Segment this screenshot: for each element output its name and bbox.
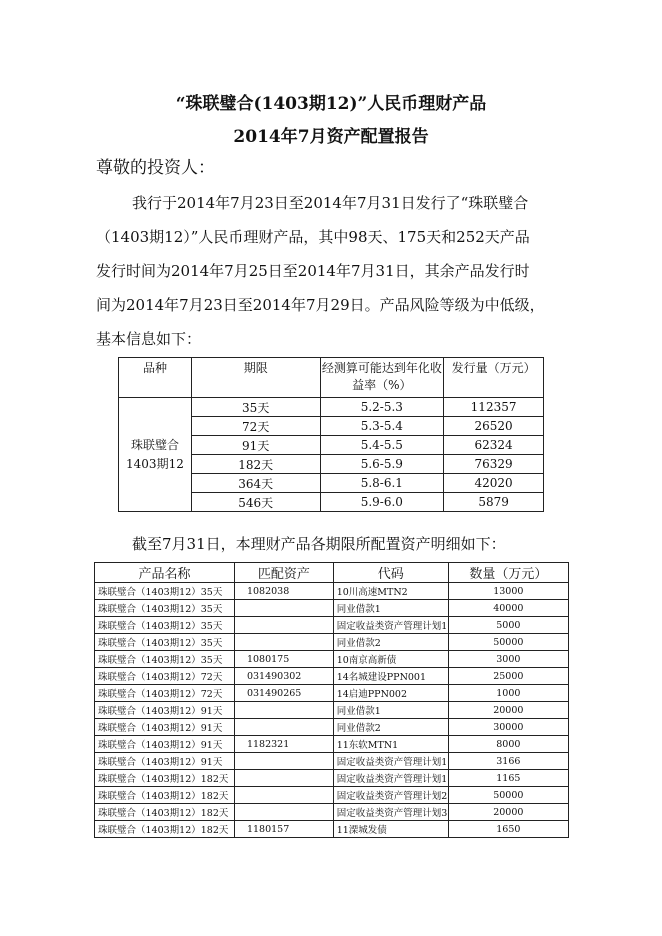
intro-line: 我行于2014年7月23日至2014年7月31日发行了“珠联璧合 [132,194,529,212]
amount-cell: 25000 [448,668,568,685]
code-cell: 固定收益类资产管理计划2 [333,787,448,804]
yield-cell: 5.6-5.9 [320,455,444,474]
product-name-cell: 珠联璧合（1403期12）35天 [95,583,235,600]
term-cell: 364天 [191,474,320,493]
code-cell: 同业借款2 [333,719,448,736]
table-row [95,804,569,821]
matched-asset-cell: 1182321 [234,736,333,753]
code-cell: 14启迪PPN002 [333,685,448,702]
intro-line: （1403期12）”人民币理财产品，其中98天、175天和252天产品 [96,228,530,246]
table-row [95,600,569,617]
amount-cell: 3000 [448,651,568,668]
header-amount: 数量（万元） [448,563,568,583]
matched-asset-cell [234,617,333,634]
amount-cell: 50000 [448,634,568,651]
matched-asset-cell [234,702,333,719]
table-row [95,719,569,736]
product-name-cell: 珠联璧合（1403期12）91天 [95,736,235,753]
header-matched-asset: 匹配资产 [234,563,333,583]
amount-cell: 30000 [448,719,568,736]
yield-cell: 5.4-5.5 [320,436,444,455]
header-product-name: 产品名称 [95,563,235,583]
yield-cell: 5.8-6.1 [320,474,444,493]
amount-cell: 50000 [448,787,568,804]
table-row [95,583,569,600]
code-cell: 11东软MTN1 [333,736,448,753]
code-cell: 10南京高新债 [333,651,448,668]
table-row [95,787,569,804]
header-variety: 品种 [119,358,192,398]
amount-cell: 1650 [448,821,568,838]
volume-cell: 26520 [444,417,544,436]
amount-cell: 1000 [448,685,568,702]
intro-line: 基本信息如下： [96,330,202,348]
table-row [95,651,569,668]
asset-intro: 截至7月31日，本理财产品各期限所配置资产明细如下： [132,535,506,553]
matched-asset-cell: 1180157 [234,821,333,838]
volume-cell: 62324 [444,436,544,455]
volume-cell: 5879 [444,493,544,512]
table-row [95,634,569,651]
code-cell: 固定收益类资产管理计划1 [333,753,448,770]
matched-asset-cell [234,770,333,787]
code-cell: 同业借款2 [333,634,448,651]
product-name-cell: 珠联璧合（1403期12）35天 [95,617,235,634]
asset-allocation-table [94,562,569,838]
header-yield: 经测算可能达到年化收益率（%） [320,358,444,398]
product-name-cell: 珠联璧合（1403期12）35天 [95,600,235,617]
volume-cell: 112357 [444,398,544,417]
product-name-cell: 珠联璧合（1403期12）91天 [95,719,235,736]
table-row [95,685,569,702]
product-name-cell: 珠联璧合1403期12 [119,398,192,512]
product-name-cell: 珠联璧合（1403期12）182天 [95,787,235,804]
yield-cell: 5.9-6.0 [320,493,444,512]
matched-asset-cell: 031490265 [234,685,333,702]
matched-asset-cell: 031490302 [234,668,333,685]
amount-cell: 5000 [448,617,568,634]
yield-cell: 5.2-5.3 [320,398,444,417]
table-row [95,617,569,634]
matched-asset-cell [234,719,333,736]
term-cell: 546天 [191,493,320,512]
code-cell: 同业借款1 [333,600,448,617]
code-cell: 14名城建设PPN001 [333,668,448,685]
matched-asset-cell [234,787,333,804]
product-name-cell: 珠联璧合（1403期12）182天 [95,770,235,787]
product-name-cell: 珠联璧合（1403期12）182天 [95,821,235,838]
code-cell: 10川高速MTN2 [333,583,448,600]
header-volume: 发行量（万元） [444,358,544,398]
product-name-cell: 珠联璧合（1403期12）182天 [95,804,235,821]
amount-cell: 20000 [448,804,568,821]
amount-cell: 40000 [448,600,568,617]
intro-line: 发行时间为2014年7月25日至2014年7月31日，其余产品发行时 [96,262,530,280]
matched-asset-cell [234,753,333,770]
header-code: 代码 [333,563,448,583]
matched-asset-cell [234,634,333,651]
term-cell: 182天 [191,455,320,474]
matched-asset-cell: 1082038 [234,583,333,600]
matched-asset-cell [234,804,333,821]
code-cell: 固定收益类资产管理计划3 [333,804,448,821]
table-row [95,736,569,753]
amount-cell: 8000 [448,736,568,753]
product-info-table [118,357,544,512]
product-name-cell: 珠联璧合（1403期12）35天 [95,651,235,668]
intro-line: 间为2014年7月23日至2014年7月29日。产品风险等级为中低级， [96,296,545,314]
intro-paragraph [96,186,566,356]
salutation: 尊敬的投资人： [96,158,215,178]
code-cell: 固定收益类资产管理计划1 [333,617,448,634]
report-title: “珠联璧合(1403期12)”人民币理财产品 [175,94,487,114]
product-name-cell: 珠联璧合（1403期12）72天 [95,668,235,685]
amount-cell: 3166 [448,753,568,770]
matched-asset-cell: 1080175 [234,651,333,668]
product-name-cell: 珠联璧合（1403期12）91天 [95,702,235,719]
code-cell: 固定收益类资产管理计划1 [333,770,448,787]
product-name-cell: 珠联璧合（1403期12）72天 [95,685,235,702]
term-cell: 72天 [191,417,320,436]
product-name-cell: 珠联璧合（1403期12）91天 [95,753,235,770]
table-row [95,753,569,770]
product-name-cell: 珠联璧合（1403期12）35天 [95,634,235,651]
table-row [95,668,569,685]
volume-cell: 76329 [444,455,544,474]
table-header-row [119,358,544,398]
term-cell: 91天 [191,436,320,455]
amount-cell: 20000 [448,702,568,719]
table-header-row [95,563,569,583]
yield-cell: 5.3-5.4 [320,417,444,436]
volume-cell: 42020 [444,474,544,493]
amount-cell: 1165 [448,770,568,787]
report-subtitle: 2014年7月资产配置报告 [233,127,429,147]
matched-asset-cell [234,600,333,617]
table-row [95,770,569,787]
header-term: 期限 [191,358,320,398]
amount-cell: 13000 [448,583,568,600]
term-cell: 35天 [191,398,320,417]
table-row [119,398,544,417]
table-row [95,702,569,719]
code-cell: 同业借款1 [333,702,448,719]
code-cell: 11溧城发债 [333,821,448,838]
table-row [95,821,569,838]
